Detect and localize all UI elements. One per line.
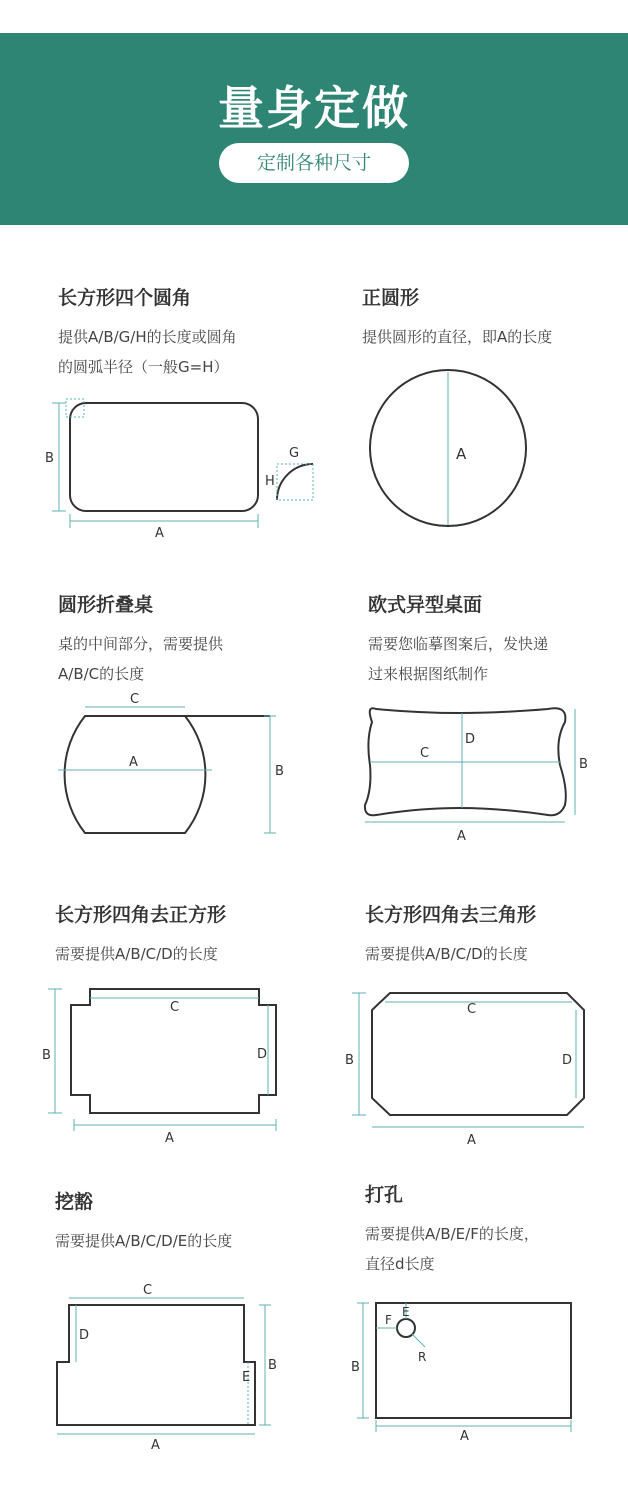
dim-label-d: D: [79, 1328, 90, 1343]
section-title: 圆形折叠桌: [58, 594, 154, 616]
desc-line: 过来根据图纸制作: [368, 665, 489, 683]
desc-line: 提供圆形的直径，即A的长度: [362, 328, 553, 346]
dim-label-b: B: [268, 1358, 277, 1373]
dim-label-b: B: [42, 1048, 51, 1063]
dim-label-c: C: [467, 1002, 477, 1017]
desc-line: 需要提供A/B/C/D的长度: [365, 945, 528, 963]
dim-label-a: A: [457, 829, 466, 844]
dim-label-b: B: [275, 764, 284, 779]
dim-label-h: H: [265, 474, 275, 489]
dimension-lines: [48, 372, 584, 1434]
arc-detail-shape: [277, 464, 313, 500]
dim-label-d: D: [465, 732, 476, 747]
banner-title: 量身定做: [218, 81, 410, 135]
section-title: 长方形四个圆角: [58, 287, 192, 309]
desc-line: 的圆弧半径（一般G=H）: [58, 358, 229, 376]
dim-label-c: C: [420, 746, 430, 761]
dim-label-e: E: [402, 1305, 410, 1319]
section-title: 正圆形: [362, 287, 420, 309]
dim-label-a: A: [456, 445, 467, 463]
section-title: 挖豁: [55, 1191, 94, 1213]
dim-label-a: A: [155, 526, 164, 541]
dim-label-b: B: [45, 451, 54, 466]
dim-label-c: C: [143, 1283, 153, 1298]
desc-line: 桌的中间部分，需要提供: [58, 635, 224, 653]
rounded-rect-shape: [70, 403, 258, 511]
dim-label-c: C: [130, 692, 140, 707]
section-title: 长方形四角去三角形: [365, 904, 537, 926]
dim-label-a: A: [460, 1429, 469, 1444]
dim-label-e: E: [242, 1370, 251, 1385]
folding-table-shape: [65, 716, 206, 833]
dim-label-d: D: [257, 1047, 268, 1062]
dim-line: [412, 1334, 425, 1347]
dim-label-a: A: [151, 1438, 160, 1453]
desc-line: A/B/C的长度: [58, 665, 145, 683]
hole-plate-shape: [376, 1303, 571, 1418]
desc-line: 需要提供A/B/C/D的长度: [55, 945, 218, 963]
dim-label-a: A: [129, 755, 138, 770]
dim-label-c: C: [170, 1000, 180, 1015]
dim-label-b: B: [345, 1053, 354, 1068]
banner-pill: 定制各种尺寸: [219, 143, 409, 183]
section-title: 打孔: [365, 1184, 404, 1206]
notch-shape: [57, 1305, 255, 1425]
dim-label-a: A: [165, 1131, 174, 1146]
section-title: 长方形四角去正方形: [55, 904, 227, 926]
desc-line: 需要提供A/B/E/F的长度，: [365, 1225, 539, 1243]
desc-line: 需要您临摹图案后，发快递: [368, 635, 549, 653]
outlines: [57, 370, 584, 1425]
desc-line: 直径d长度: [365, 1255, 435, 1273]
dim-label-b: B: [579, 757, 588, 772]
dim-label-a: A: [467, 1133, 476, 1148]
dim-label-f: F: [385, 1313, 392, 1327]
dim-label-b: B: [351, 1360, 360, 1375]
desc-line: 需要提供A/B/C/D/E的长度: [55, 1232, 233, 1250]
dim-label-r: R: [418, 1350, 427, 1364]
section-title: 欧式异型桌面: [368, 594, 483, 616]
triangle-corner-shape: [372, 993, 584, 1115]
desc-line: 提供A/B/G/H的长度或圆角: [58, 328, 237, 346]
dim-label-g: G: [289, 446, 300, 461]
dim-label-d: D: [562, 1053, 573, 1068]
dimension-labels: [42, 445, 588, 1453]
